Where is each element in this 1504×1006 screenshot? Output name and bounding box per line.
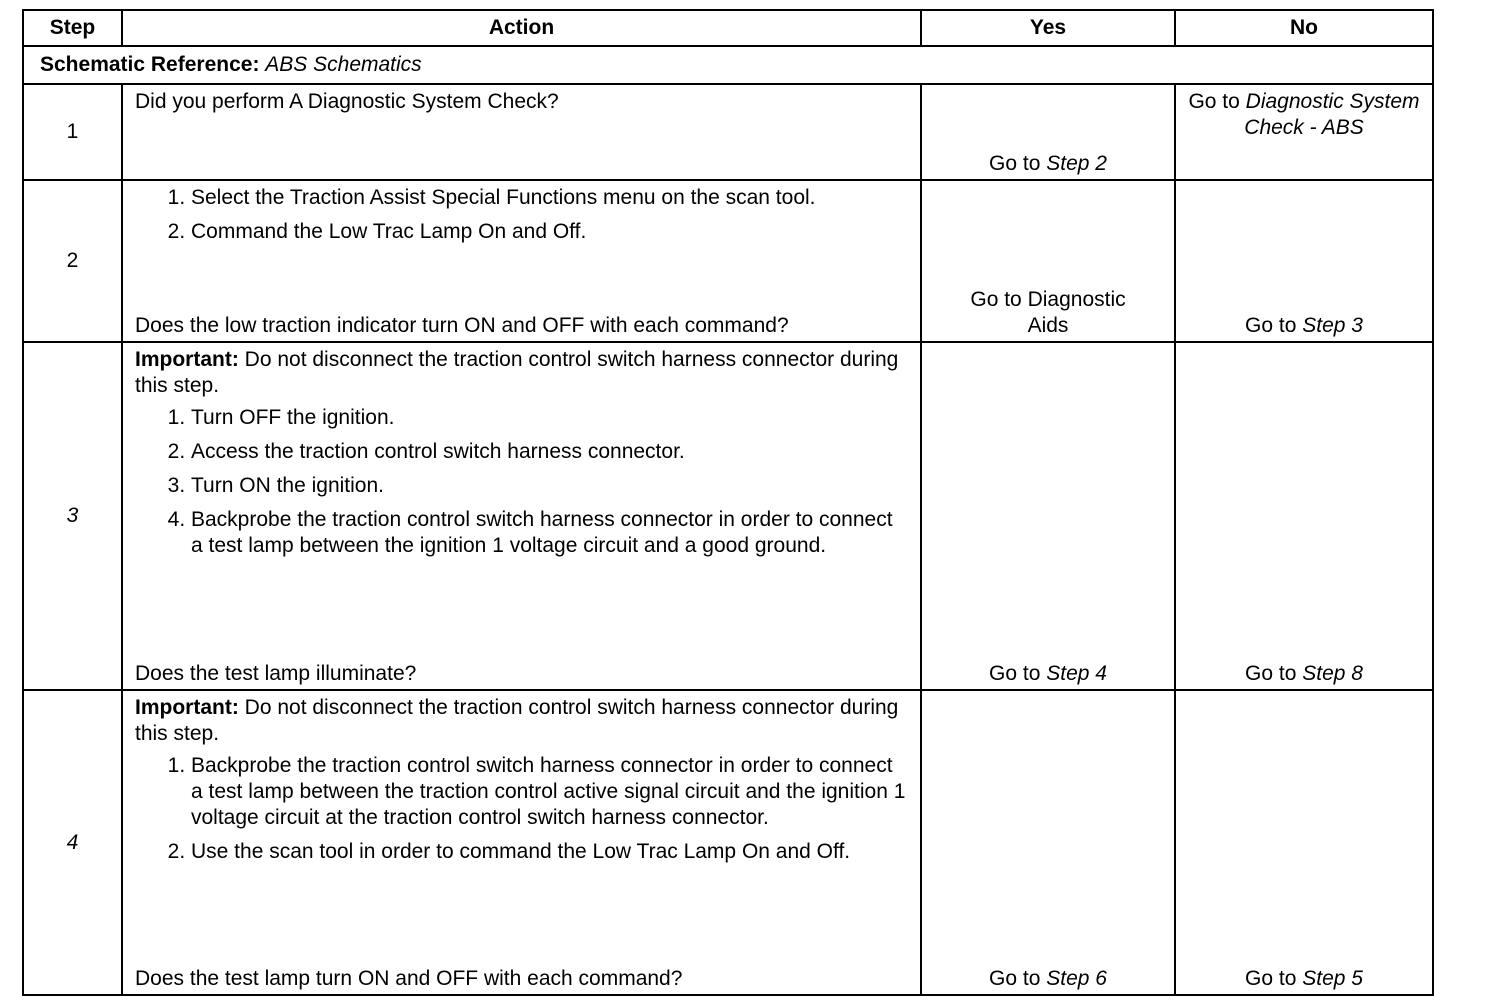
header-yes: Yes: [921, 10, 1175, 46]
yes-link[interactable]: Go to Diagnostic Aids: [970, 288, 1126, 337]
header-row: [23, 10, 1433, 46]
list-item: 2. Use the scan tool in order to command the Low Trac Lamp On and Off.: [191, 839, 908, 865]
no-link[interactable]: Step 5: [1302, 967, 1363, 990]
no-link[interactable]: Step 3: [1302, 314, 1363, 337]
no-link[interactable]: Step 8: [1302, 662, 1363, 685]
no-cell: [1175, 690, 1433, 995]
no-cell: [1175, 342, 1433, 690]
action-cell: [122, 84, 921, 180]
procedure-list: [135, 405, 908, 559]
header-action: Action: [122, 10, 921, 46]
list-item: 2. Command the Low Trac Lamp On and Off.: [191, 219, 908, 245]
list-item: 3. Turn ON the ignition.: [191, 473, 908, 499]
question: Did you perform A Diagnostic System Check?: [135, 90, 559, 113]
yes-prefix: Go to: [989, 967, 1041, 990]
table-row: [23, 84, 1433, 180]
list-item: 2. Access the traction control switch harness connector.: [191, 439, 908, 465]
header-no: No: [1175, 10, 1433, 46]
yes-prefix: Go to: [989, 662, 1041, 685]
step-number: 3: [23, 342, 122, 690]
no-cell: [1175, 180, 1433, 342]
important-text: Do not disconnect the traction control switch harness connector during this step.: [135, 348, 899, 397]
question: Does the test lamp illuminate?: [135, 662, 417, 685]
list-item: 1. Select the Traction Assist Special Functions menu on the scan tool.: [191, 185, 908, 211]
yes-cell: [921, 690, 1175, 995]
schematic-reference-row: [23, 46, 1433, 84]
important-note: [135, 695, 908, 747]
question: Does the test lamp turn ON and OFF with each command?: [135, 967, 683, 990]
schematic-reference-link[interactable]: ABS Schematics: [265, 53, 422, 76]
yes-prefix: Go to: [989, 152, 1041, 175]
action-cell: [122, 690, 921, 995]
step-number: 4: [23, 690, 122, 995]
procedure-list: [135, 753, 908, 865]
no-prefix: Go to: [1245, 662, 1297, 685]
important-note: [135, 347, 908, 399]
diagnostic-table: [22, 9, 1434, 996]
question: Does the low traction indicator turn ON and OFF with each command?: [135, 314, 789, 337]
step-number: 2: [23, 180, 122, 342]
table-row: [23, 342, 1433, 690]
list-item: 1. Backprobe the traction control switch harness connector in order to connect a test lamp between the traction control active signal circuit and the ignition 1 voltage circuit at the traction control switch harness connector.: [191, 753, 908, 831]
yes-cell: [921, 180, 1175, 342]
yes-link[interactable]: Step 6: [1046, 967, 1107, 990]
yes-link[interactable]: Step 2: [1046, 152, 1107, 175]
no-link[interactable]: Diagnostic System Check - ABS: [1244, 90, 1420, 139]
yes-link[interactable]: Step 4: [1046, 662, 1107, 685]
schematic-reference: [23, 46, 1433, 84]
action-cell: [122, 180, 921, 342]
no-prefix: Go to: [1188, 90, 1240, 113]
schematic-reference-label: Schematic Reference:: [40, 53, 260, 76]
table-row: [23, 690, 1433, 995]
no-prefix: Go to: [1245, 314, 1297, 337]
no-prefix: Go to: [1245, 967, 1297, 990]
table-row: [23, 180, 1433, 342]
procedure-list: [135, 185, 908, 253]
important-label: Important:: [135, 696, 239, 719]
action-cell: [122, 342, 921, 690]
important-text: Do not disconnect the traction control switch harness connector during this step.: [135, 696, 899, 745]
header-step: Step: [23, 10, 122, 46]
step-number: 1: [23, 84, 122, 180]
no-cell: [1175, 84, 1433, 180]
yes-cell: [921, 84, 1175, 180]
list-item: 1. Turn OFF the ignition.: [191, 405, 908, 431]
important-label: Important:: [135, 348, 239, 371]
yes-cell: [921, 342, 1175, 690]
list-item: 4. Backprobe the traction control switch harness connector in order to connect a test lamp between the ignition 1 voltage circuit and a good ground.: [191, 507, 908, 559]
